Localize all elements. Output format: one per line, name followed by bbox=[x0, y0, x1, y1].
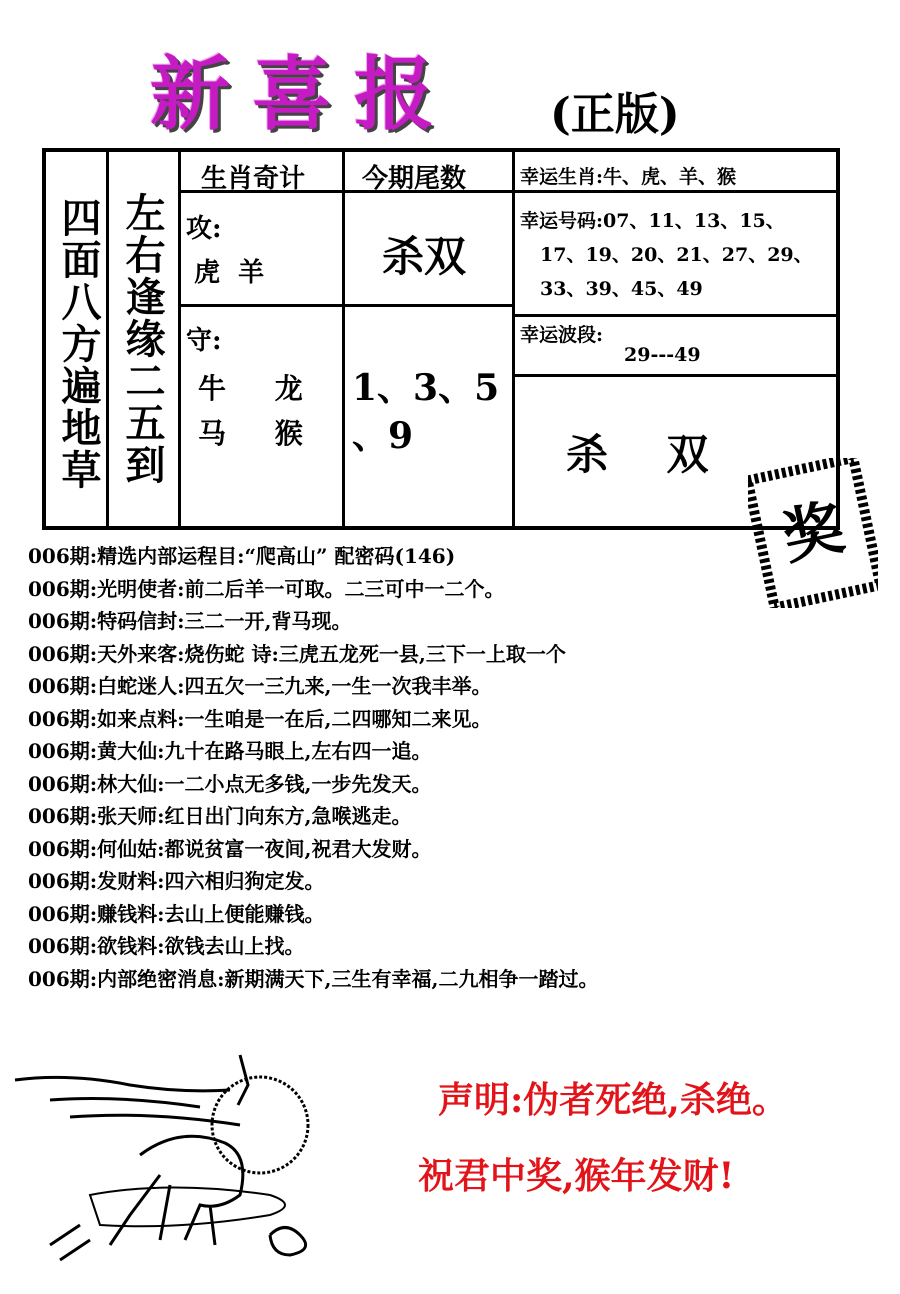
lucky-range: 29---49 bbox=[624, 344, 701, 366]
horse-moon-illustration bbox=[10, 1045, 340, 1280]
info-grid bbox=[42, 148, 840, 530]
list-item: 006期:张天师:红日出门向东方,急喉逃走。 bbox=[28, 804, 412, 828]
list-item: 006期:内部绝密消息:新期满天下,三生有幸福,二九相争一踏过。 bbox=[28, 966, 599, 991]
vertical-slogan-1: 四面八方遍地草 bbox=[55, 197, 102, 491]
right-kill: 杀 双 bbox=[566, 430, 709, 479]
tail-numbers-line1: 1、3、5 bbox=[352, 367, 500, 409]
divider bbox=[106, 152, 109, 526]
divider bbox=[512, 314, 836, 317]
list-item: 006期:特码信封:三二一开,背马现。 bbox=[28, 609, 352, 633]
header-tail: 今期尾数 bbox=[362, 164, 467, 194]
list-item: 006期:光明使者:前二后羊一可取。二三可中一二个。 bbox=[28, 576, 505, 601]
greeting-text: 祝君中奖,猴年发财! bbox=[418, 1155, 735, 1197]
list-item: 006期:天外来客:烧伤蛇 诗:三虎五龙死一县,三下一上取一个 bbox=[28, 641, 566, 666]
defense-label: 守: bbox=[186, 326, 222, 356]
list-item: 006期:欲钱料:欲钱去山上找。 bbox=[28, 934, 305, 958]
vertical-slogan-2: 左右逢缘二五到 bbox=[119, 192, 166, 486]
list-item: 006期:黄大仙:九十在路马眼上,左右四一追。 bbox=[28, 739, 432, 763]
attack-value: 虎 羊 bbox=[194, 258, 265, 288]
stamp-char: 奖 bbox=[776, 492, 850, 574]
defense-row-2: 马 猴 bbox=[198, 417, 303, 450]
list-item: 006期:发财料:四六相归狗定发。 bbox=[28, 869, 325, 893]
list-item: 006期:何仙姑:都说贫富一夜间,祝君大发财。 bbox=[28, 836, 432, 861]
attack-label: 攻: bbox=[186, 214, 222, 244]
newspaper-title: 新喜报 bbox=[150, 47, 456, 141]
divider bbox=[178, 152, 181, 526]
lucky-numbers-3: 33、39、45、49 bbox=[540, 278, 703, 300]
list-item: 006期:赚钱料:去山上便能赚钱。 bbox=[28, 901, 325, 926]
divider bbox=[512, 374, 836, 377]
statement-text: 声明:伪者死绝,杀绝。 bbox=[438, 1079, 788, 1121]
edition-label: (正版) bbox=[550, 89, 680, 140]
divider bbox=[178, 304, 515, 307]
list-item: 006期:白蛇迷人:四五欠一三九来,一生一次我丰举。 bbox=[28, 674, 492, 698]
lucky-range-label: 幸运波段: bbox=[520, 324, 604, 346]
divider bbox=[512, 152, 515, 526]
defense-row-1: 牛 龙 bbox=[198, 372, 303, 405]
header-zodiac: 生肖奇计 bbox=[201, 164, 306, 194]
prediction-list bbox=[28, 540, 848, 995]
lucky-numbers-2: 17、19、20、21、27、29、 bbox=[540, 244, 813, 266]
list-item: 006期:精选内部运程目:“爬高山” 配密码(146) bbox=[28, 544, 456, 568]
tail-kill: 杀双 bbox=[382, 232, 467, 281]
lucky-zodiac: 幸运生肖:牛、虎、羊、猴 bbox=[520, 166, 737, 188]
list-item: 006期:林大仙:一二小点无多钱,一步先发天。 bbox=[28, 771, 432, 796]
divider bbox=[342, 152, 345, 526]
tail-numbers-line2: 、9 bbox=[352, 415, 414, 457]
lucky-numbers-1: 幸运号码:07、11、13、15、 bbox=[520, 210, 785, 232]
list-item: 006期:如来点料:一生咱是一在后,二四哪知二来见。 bbox=[28, 706, 492, 731]
